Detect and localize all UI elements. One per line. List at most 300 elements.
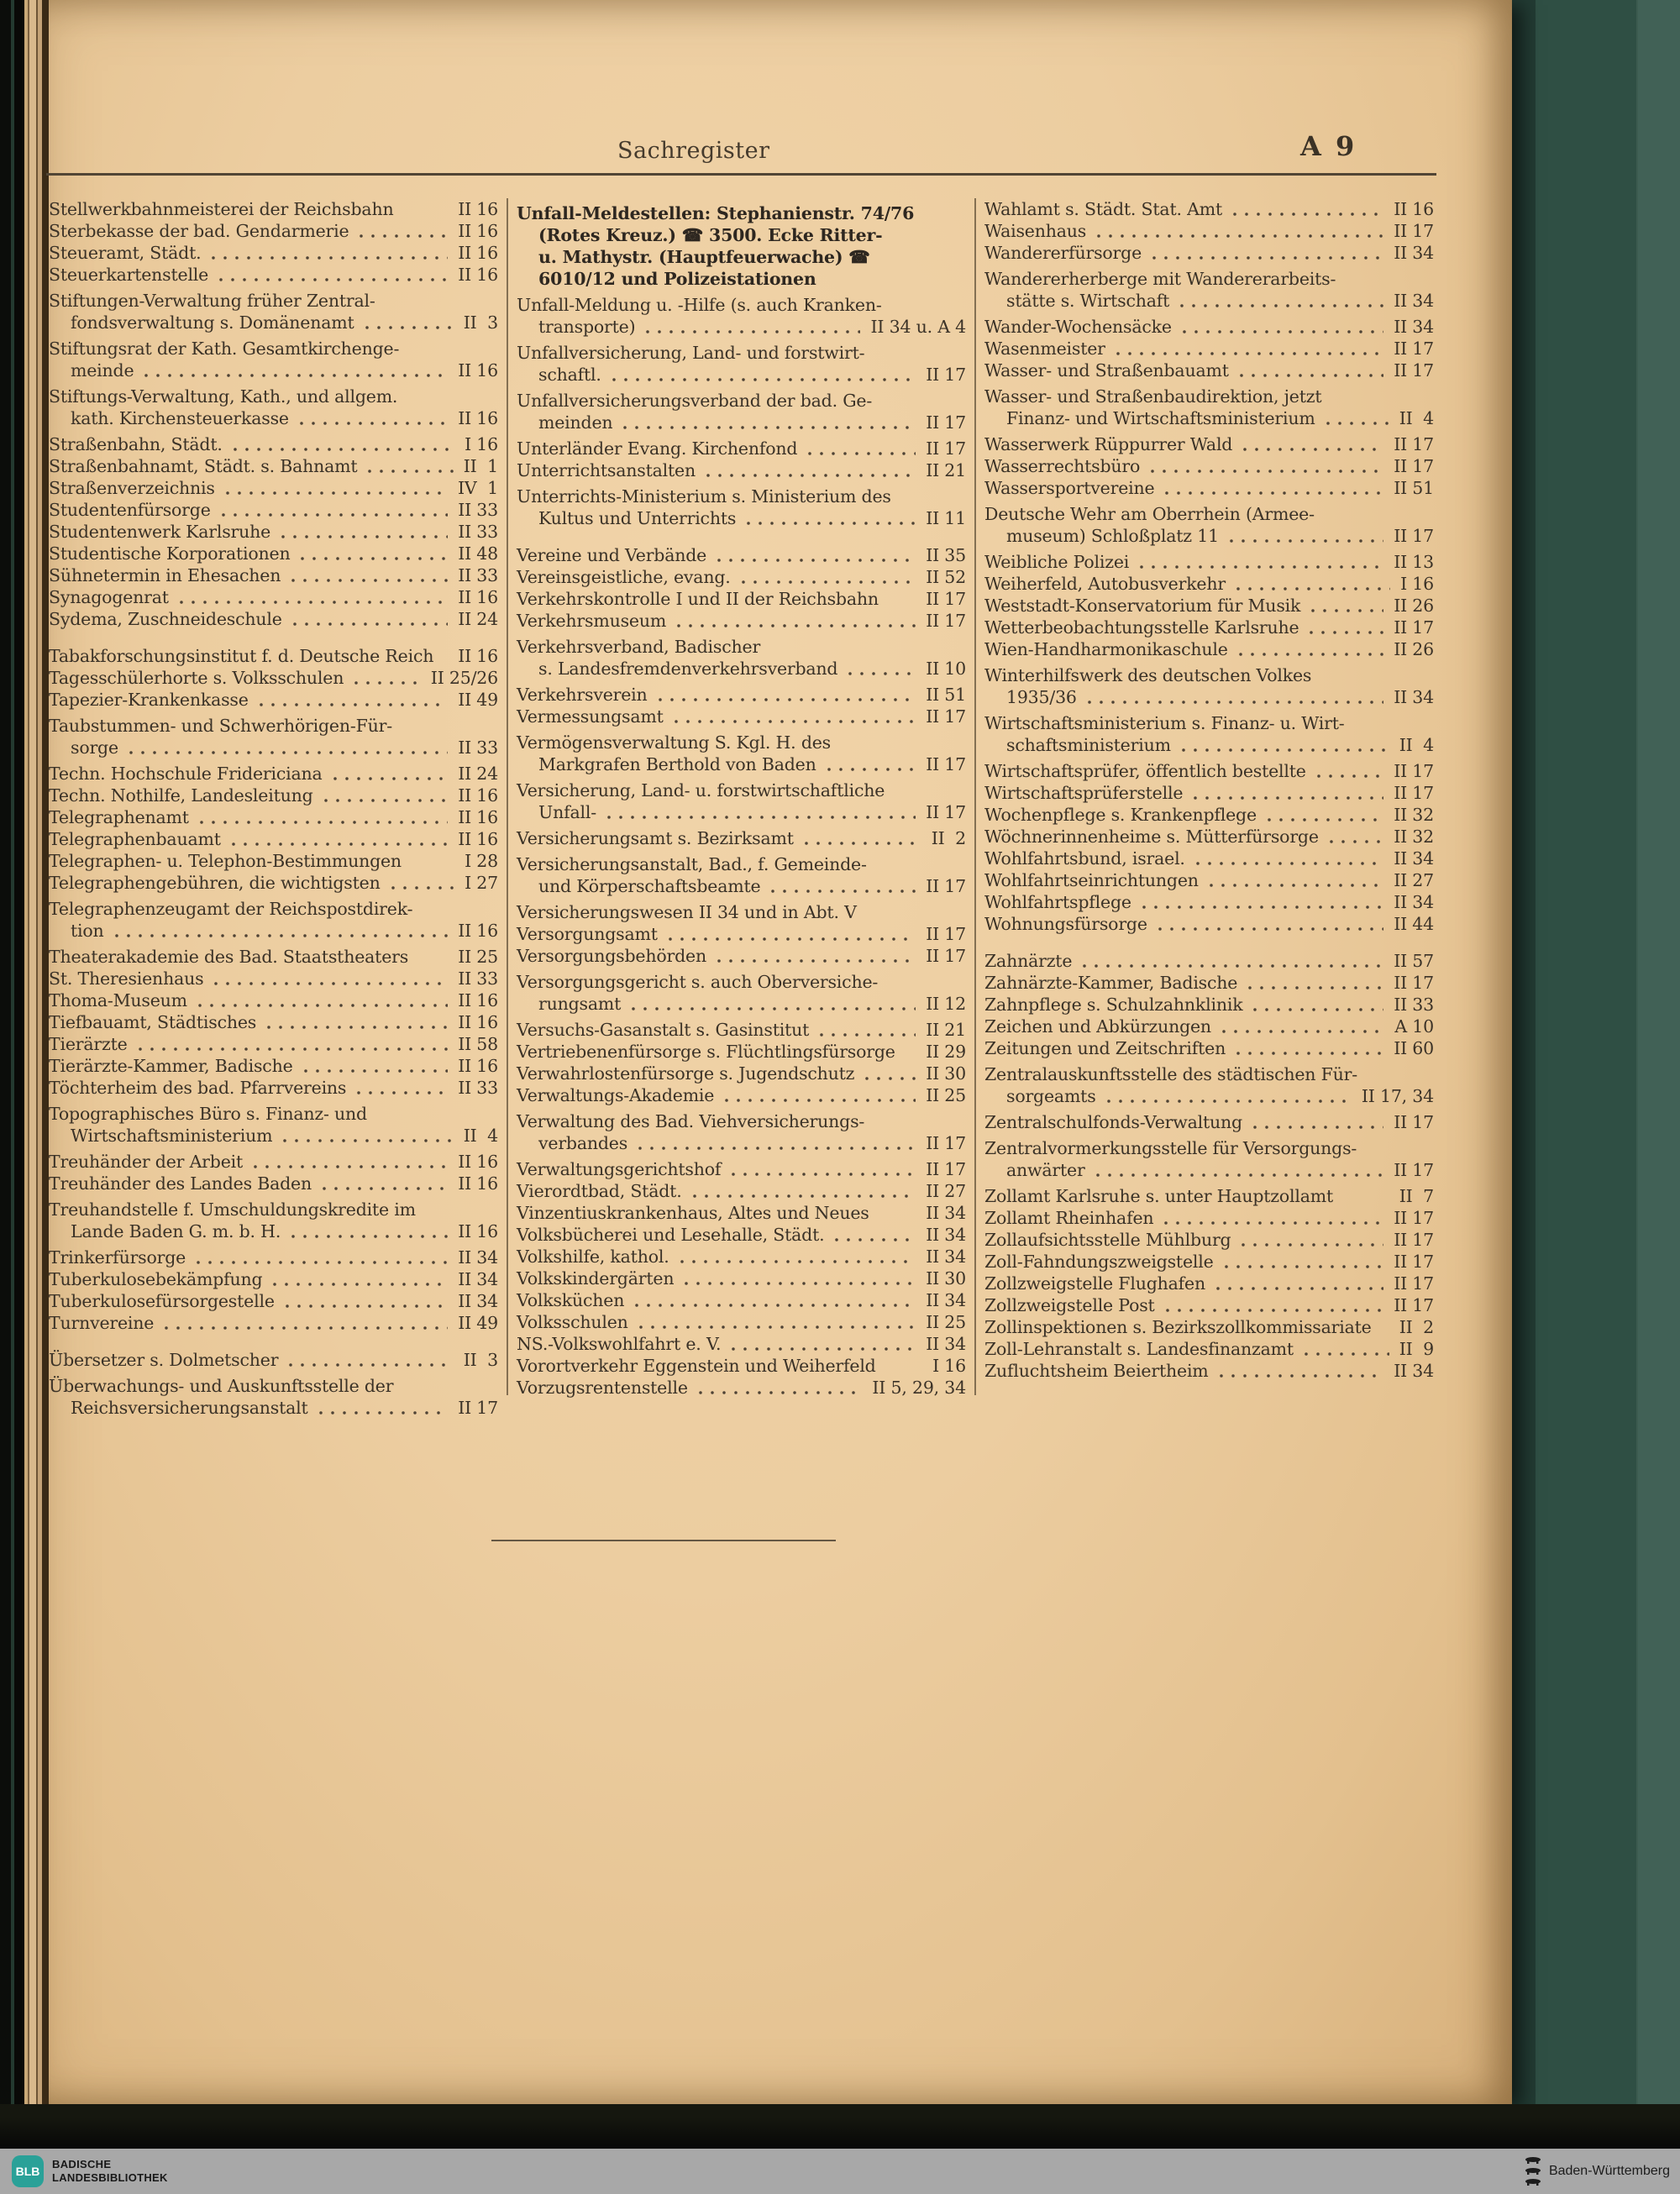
dot-leader xyxy=(804,443,916,460)
entry-text: Wohlfahrtseinrichtungen xyxy=(984,870,1199,890)
index-entry xyxy=(984,664,1434,708)
index-entry xyxy=(49,1247,498,1268)
page-reference: I 28 xyxy=(465,851,498,871)
page-reference: II 17 xyxy=(1394,1160,1434,1180)
dot-leader xyxy=(1112,343,1383,360)
dot-leader xyxy=(1138,896,1383,914)
dot-leader xyxy=(134,1038,449,1056)
page-reference: II 16 xyxy=(458,807,498,827)
entry-text: Volkshilfe, kathol. xyxy=(517,1247,669,1267)
index-entry xyxy=(984,1207,1434,1229)
state-logo xyxy=(1524,2155,1670,2187)
index-entry xyxy=(49,386,498,429)
entry-text: Wandererfürsorge xyxy=(984,243,1142,263)
index-entry xyxy=(517,1041,966,1063)
page-reference: II 17 xyxy=(926,438,966,459)
entry-text: Vertriebenenfürsorge s. Flüchtlingsfürsorge xyxy=(517,1042,895,1062)
entry-text: Stellwerkbahnmeisterei der Reichsbahn xyxy=(49,199,394,219)
index-entry xyxy=(984,712,1434,756)
dot-leader xyxy=(215,269,448,286)
index-entry xyxy=(517,1063,966,1084)
entry-text: Tierärzte-Kammer, Badische xyxy=(49,1056,293,1076)
page-reference: II 17 xyxy=(1394,526,1434,546)
dot-leader xyxy=(1148,247,1383,265)
index-entry xyxy=(49,763,498,785)
dot-leader xyxy=(673,615,916,632)
entry-text: Zentralauskunftsstelle des städtischen Für- xyxy=(984,1064,1357,1084)
page-reference: II 16 xyxy=(458,1152,498,1172)
index-entry xyxy=(984,455,1434,477)
entry-text: (Rotes Kreuz.) ☎ 3500. Ecke Ritter- xyxy=(538,225,883,245)
library-name-line1: BADISCHE xyxy=(52,2158,112,2170)
index-entry xyxy=(517,1180,966,1202)
index-entry xyxy=(49,499,498,521)
index-entry xyxy=(49,898,498,942)
entry-text: Tiefbauamt, Städtisches xyxy=(49,1012,257,1032)
page-reference: II 33 xyxy=(1394,995,1434,1015)
page-reference: II 16 xyxy=(458,243,498,263)
dot-leader xyxy=(320,790,449,807)
page-reference: II 17 xyxy=(1394,339,1434,359)
index-entry xyxy=(49,1375,498,1419)
index-entry xyxy=(517,901,966,923)
entry-text: Versuchs-Gasanstalt s. Gasinstitut xyxy=(517,1020,810,1040)
page-reference: II 34 xyxy=(926,1247,966,1267)
page-reference: II 17 xyxy=(926,924,966,944)
entry-text: Vierordtbad, Städt. xyxy=(517,1181,682,1201)
index-entry xyxy=(517,459,966,481)
index-entry xyxy=(517,779,966,823)
page-reference: II 7 xyxy=(1399,1186,1434,1206)
entry-text: kath. Kirchensteuerkasse xyxy=(71,408,289,428)
dot-leader xyxy=(1136,556,1383,574)
dot-leader xyxy=(387,877,455,895)
page-reference: II 17 xyxy=(1394,761,1434,781)
page-reference: II 33 xyxy=(458,968,498,989)
entry-text: Wasserrechtsbüro xyxy=(984,456,1141,476)
dot-leader xyxy=(160,1317,448,1335)
library-logo xyxy=(12,2155,168,2187)
dot-leader xyxy=(738,571,916,589)
page-reference: II 34 xyxy=(1394,1361,1434,1381)
page-reference: II 34 xyxy=(458,1291,498,1311)
dot-leader xyxy=(315,1402,449,1420)
dot-leader xyxy=(1221,1256,1384,1273)
dot-leader xyxy=(318,1178,448,1195)
entry-text: Zollamt Rheinhafen xyxy=(984,1208,1154,1228)
page-reference: II 17 xyxy=(926,589,966,609)
dot-leader xyxy=(350,672,421,690)
page-reference: II 17 xyxy=(926,412,966,433)
dot-leader xyxy=(1084,691,1383,709)
entry-text: Unfall-Meldung u. -Hilfe (s. auch Kranken- xyxy=(517,295,882,315)
page-reference: II 16 xyxy=(458,990,498,1010)
entry-text: Weiherfeld, Autobusverkehr xyxy=(984,574,1226,594)
entry-text: Unterrichts-Ministerium s. Ministerium des xyxy=(517,486,891,507)
entry-text: Versicherung, Land- u. forstwirtschaftliche xyxy=(517,780,885,800)
dot-leader xyxy=(1249,999,1383,1016)
dot-leader xyxy=(1079,955,1383,973)
index-entry xyxy=(984,338,1434,360)
index-entry xyxy=(984,782,1434,804)
page-reference: II 25 xyxy=(458,947,498,967)
dot-leader xyxy=(721,1089,916,1107)
dot-leader xyxy=(1147,460,1383,478)
column-divider xyxy=(974,198,976,1395)
index-entry xyxy=(517,827,966,849)
index-entry xyxy=(984,242,1434,264)
page-reference: II 17 xyxy=(1394,617,1434,638)
page-reference: II 17 xyxy=(926,754,966,774)
entry-text: Wasserwerk Rüppurrer Wald xyxy=(984,434,1233,454)
entry-text: Zahnärzte-Kammer, Badische xyxy=(984,973,1238,993)
index-entry xyxy=(984,1338,1434,1360)
dot-leader xyxy=(1305,622,1383,639)
entry-text: Versicherungsanstalt, Bad., f. Gemeinde- xyxy=(517,854,867,874)
dot-leader xyxy=(1236,365,1383,382)
entry-text: Wahlamt s. Städt. Stat. Amt xyxy=(984,199,1222,219)
index-entry xyxy=(984,198,1434,220)
index-entry xyxy=(517,945,966,967)
dot-leader xyxy=(844,663,916,680)
index-entry xyxy=(517,706,966,727)
entry-text: Unterrichtsanstalten xyxy=(517,460,696,480)
index-entry xyxy=(984,913,1434,935)
entry-text: Wandererherberge mit Wandererarbeits- xyxy=(984,269,1336,289)
entry-text: transporte) xyxy=(538,317,636,337)
page-reference: II 17 xyxy=(1394,456,1434,476)
page-reference: II 17 xyxy=(926,802,966,822)
page-reference: II 17 xyxy=(926,1159,966,1179)
page-reference: II 25 xyxy=(926,1312,966,1332)
dot-leader xyxy=(1176,295,1383,312)
index-entry xyxy=(984,477,1434,499)
index-entry xyxy=(517,202,966,290)
entry-text: schaftl. xyxy=(538,365,601,385)
index-entry xyxy=(49,1033,498,1055)
index-entry xyxy=(517,1110,966,1154)
dot-leader xyxy=(263,1016,448,1034)
page-reference: II 17 xyxy=(926,611,966,631)
entry-text: Wöchnerinnenheime s. Mütterfürsorge xyxy=(984,827,1319,847)
column-divider xyxy=(507,198,508,1395)
entry-text: Studentenwerk Karlsruhe xyxy=(49,522,271,542)
entry-text: tion xyxy=(71,921,104,941)
dot-leader xyxy=(329,768,449,785)
page-reference: II 25 xyxy=(926,1085,966,1105)
dot-leader xyxy=(1205,874,1383,892)
library-footer-bar xyxy=(0,2149,1680,2194)
entry-text: Treuhandstelle f. Umschuldungskredite im xyxy=(49,1199,416,1220)
page-reference: II 16 xyxy=(458,408,498,428)
page-reference: II 16 xyxy=(458,785,498,806)
entry-text: 6010/12 und Polizeistationen xyxy=(538,269,816,289)
entry-text: u. Mathystr. (Hauptfeuerwache) ☎ xyxy=(538,247,870,267)
entry-text: Volksküchen xyxy=(517,1290,625,1310)
entry-text: Straßenverzeichnis xyxy=(49,478,215,498)
dot-leader xyxy=(816,1024,916,1042)
page-reference: II 16 xyxy=(458,829,498,849)
entry-text: Stiftungen-Verwaltung früher Zentral- xyxy=(49,291,375,311)
page-reference: II 57 xyxy=(1394,951,1434,971)
entry-text: Vorortverkehr Eggenstein und Weiherfeld xyxy=(517,1356,876,1376)
index-entry xyxy=(984,1316,1434,1338)
index-entry xyxy=(49,608,498,630)
index-entry xyxy=(984,972,1434,994)
index-entry xyxy=(984,1229,1434,1251)
page-reference: II 1 xyxy=(463,456,498,476)
dot-leader xyxy=(1237,1234,1383,1252)
index-entry xyxy=(984,1016,1434,1037)
state-label: Baden-Württemberg xyxy=(1548,2164,1670,2178)
page-reference: II 34 xyxy=(926,1290,966,1310)
page-reference: II 3 xyxy=(463,1350,498,1370)
page-reference: II 17, 34 xyxy=(1361,1086,1434,1106)
page-reference: II 24 xyxy=(458,609,498,629)
dot-leader xyxy=(713,549,916,567)
entry-text: meinden xyxy=(538,412,613,433)
index-entry xyxy=(984,573,1434,595)
page-reference: I 16 xyxy=(932,1356,966,1376)
index-entry xyxy=(984,1063,1434,1107)
dot-leader xyxy=(1326,831,1383,848)
entry-text: Winterhilfswerk des deutschen Volkes xyxy=(984,665,1312,685)
index-entry xyxy=(984,1037,1434,1059)
page-reference: II 2 xyxy=(931,828,966,848)
index-entry xyxy=(49,477,498,499)
index-entry xyxy=(49,220,498,242)
index-entry xyxy=(984,1273,1434,1294)
entry-text: Unfallversicherung, Land- und forstwirt- xyxy=(517,343,865,363)
dot-leader xyxy=(1189,787,1383,805)
dot-leader xyxy=(269,1273,448,1291)
index-entry xyxy=(49,1151,498,1173)
dot-leader xyxy=(603,806,916,824)
dot-leader xyxy=(140,365,448,382)
page-reference: II 32 xyxy=(1394,805,1434,825)
dot-leader xyxy=(1154,918,1383,936)
dot-leader xyxy=(287,1226,448,1243)
dot-leader xyxy=(631,1294,916,1312)
page-reference: II 16 xyxy=(458,921,498,941)
entry-text: Verwahrlostenfürsorge s. Jugendschutz xyxy=(517,1063,855,1084)
entry-text: Tuberkulosefürsorgestelle xyxy=(49,1291,275,1311)
dot-leader xyxy=(353,1082,448,1100)
page-reference: II 16 xyxy=(458,199,498,219)
entry-text: Telegraphen- u. Telephon-Bestimmungen xyxy=(49,851,402,871)
page-reference: II 13 xyxy=(1394,552,1434,572)
entry-text: museum) Schloßplatz 11 xyxy=(1006,526,1219,546)
page-reference: II 33 xyxy=(458,1078,498,1098)
page-reference: II 16 xyxy=(458,265,498,285)
page-reference: II 34 xyxy=(1394,317,1434,337)
page-reference: II 17 xyxy=(1394,1252,1434,1272)
page-reference: II 17 xyxy=(1394,1208,1434,1228)
index-entry xyxy=(49,433,498,455)
entry-text: Tuberkulosebekämpfung xyxy=(49,1269,263,1289)
index-entry xyxy=(517,971,966,1015)
entry-text: Versicherungsamt s. Bezirksamt xyxy=(517,828,794,848)
dot-leader xyxy=(680,1273,916,1290)
entry-text: Synagogenrat xyxy=(49,587,169,607)
index-entry xyxy=(49,872,498,894)
page-reference: II 24 xyxy=(458,764,498,784)
entry-text: Sühnetermin in Ehesachen xyxy=(49,565,281,585)
index-entry xyxy=(517,1333,966,1355)
entry-text: Turnvereine xyxy=(49,1313,155,1333)
entry-text: schaftsministerium xyxy=(1006,735,1171,755)
entry-text: Wirtschaftsprüfer, öffentlich bestellte xyxy=(984,761,1306,781)
entry-text: Versorgungsgericht s. auch Oberversiche- xyxy=(517,972,879,992)
entry-text: Wassersportvereine xyxy=(984,478,1155,498)
index-entry xyxy=(984,1360,1434,1382)
entry-text: Straßenbahn, Städt. xyxy=(49,434,223,454)
book-spine xyxy=(0,0,49,2149)
index-entry xyxy=(984,433,1434,455)
page-reference: II 34 xyxy=(1394,848,1434,869)
entry-text: Telegraphenamt xyxy=(49,807,189,827)
dot-leader xyxy=(702,465,916,482)
page-reference: I 16 xyxy=(1400,574,1434,594)
page-reference: II 52 xyxy=(926,567,966,587)
index-entry xyxy=(49,715,498,758)
entry-text: Überwachungs- und Auskunftsstelle der xyxy=(49,1376,394,1396)
page-reference: II 27 xyxy=(1394,870,1434,890)
index-entry xyxy=(984,617,1434,638)
entry-text: Wasser- und Straßenbauamt xyxy=(984,360,1229,381)
dot-leader xyxy=(207,247,448,265)
page-reference: II 34 xyxy=(1394,892,1434,912)
entry-text: Versorgungsamt xyxy=(517,924,658,944)
index-entry xyxy=(49,338,498,381)
dot-leader xyxy=(1179,321,1383,339)
dot-leader xyxy=(1307,600,1383,617)
dot-leader xyxy=(823,758,916,776)
index-entry xyxy=(49,946,498,968)
dot-leader xyxy=(642,321,860,339)
dot-leader xyxy=(289,613,449,631)
dot-leader xyxy=(1235,643,1384,661)
dot-leader xyxy=(635,1316,916,1334)
page-reference: II 58 xyxy=(458,1034,498,1054)
page-reference: II 34 xyxy=(926,1334,966,1354)
index-entry xyxy=(49,543,498,564)
index-entry xyxy=(984,1111,1434,1133)
index-entry xyxy=(49,1349,498,1371)
page-reference: II 16 xyxy=(458,587,498,607)
dot-leader xyxy=(228,833,448,851)
header-rule xyxy=(46,173,1436,176)
dot-leader xyxy=(689,1185,916,1203)
dot-leader xyxy=(1226,530,1383,548)
scan-shadow xyxy=(0,2104,1680,2149)
entry-text: Verkehrsmuseum xyxy=(517,611,667,631)
page-reference: II 29 xyxy=(926,1042,966,1062)
page-reference: II 33 xyxy=(458,500,498,520)
entry-text: Wirtschaftsministerium xyxy=(71,1126,273,1146)
entry-text: Wohlfahrtsbund, israel. xyxy=(984,848,1185,869)
entry-text: Unfall- xyxy=(538,802,596,822)
dot-leader xyxy=(300,1060,449,1078)
entry-text: Volkskindergärten xyxy=(517,1268,675,1289)
page-reference: II 48 xyxy=(458,543,498,564)
entry-text: Unterländer Evang. Kirchenfond xyxy=(517,438,798,459)
page-reference: II 16 xyxy=(458,1221,498,1241)
index-entry xyxy=(49,1290,498,1312)
entry-text: Volksschulen xyxy=(517,1312,628,1332)
index-entry xyxy=(984,268,1434,312)
entry-text: Vermögensverwaltung S. Kgl. H. des xyxy=(517,732,831,753)
page-reference: II 34 xyxy=(1394,243,1434,263)
page-reference: II 17 xyxy=(1394,221,1434,241)
dot-leader xyxy=(861,1068,916,1085)
entry-text: Zahnärzte xyxy=(984,951,1073,971)
entry-text: s. Landesfremdenverkehrsverband xyxy=(538,659,838,679)
entry-text: Versicherungswesen II 34 und in Abt. V xyxy=(517,902,857,922)
page-reference: II 26 xyxy=(1394,639,1434,659)
page-reference: II 51 xyxy=(1394,478,1434,498)
entry-text: Verkehrsverband, Badischer xyxy=(517,637,761,657)
index-entry xyxy=(984,760,1434,782)
page-reference: II 60 xyxy=(1394,1038,1434,1058)
index-entry xyxy=(517,684,966,706)
entry-text: Töchterheim des bad. Pfarrvereins xyxy=(49,1078,347,1098)
dot-leader xyxy=(196,811,448,829)
dot-leader xyxy=(249,1156,448,1173)
entry-text: Tagesschülerhorte s. Volksschulen xyxy=(49,668,344,688)
page-number: A 9 xyxy=(1300,130,1357,162)
entry-text: Studentenfürsorge xyxy=(49,500,211,520)
entry-text: Vereinsgeistliche, evang. xyxy=(517,567,731,587)
dot-leader xyxy=(1232,1042,1383,1060)
index-entry xyxy=(517,1084,966,1106)
page-reference: II 12 xyxy=(926,994,966,1014)
entry-text: Tapezier-Krankenkasse xyxy=(49,690,249,710)
entry-text: Unfall-Meldestellen: Stephanienstr. 74/76 xyxy=(517,203,915,223)
entry-text: Wasenmeister xyxy=(984,339,1105,359)
index-entry xyxy=(49,1055,498,1077)
index-entry xyxy=(517,1202,966,1224)
index-entry xyxy=(984,1185,1434,1207)
page-reference: II 16 xyxy=(458,1056,498,1076)
entry-text: meinde xyxy=(71,360,134,381)
dot-leader xyxy=(727,1338,916,1356)
dot-leader xyxy=(1313,765,1383,783)
dot-leader xyxy=(1244,977,1383,995)
entry-text: Vorzugsrentenstelle xyxy=(517,1378,688,1398)
dot-leader xyxy=(801,832,921,850)
index-entry xyxy=(49,1077,498,1099)
index-entry xyxy=(517,588,966,610)
index-entry xyxy=(49,645,498,667)
index-entry xyxy=(517,438,966,459)
entry-text: Thoma-Museum xyxy=(49,990,187,1010)
index-entry xyxy=(984,595,1434,617)
entry-text: Zollzweigstelle Post xyxy=(984,1295,1155,1315)
entry-text: Zollzweigstelle Flughafen xyxy=(984,1273,1205,1294)
index-entry xyxy=(984,1137,1434,1181)
index-entry xyxy=(49,1199,498,1242)
dot-leader xyxy=(676,1251,916,1268)
dot-leader xyxy=(1093,225,1383,243)
entry-text: Verkehrsverein xyxy=(517,685,648,705)
dot-leader xyxy=(1161,482,1383,500)
entry-text: Reichsversicherungsanstalt xyxy=(71,1398,308,1418)
index-entry xyxy=(49,828,498,850)
entry-text: Zufluchtsheim Beiertheim xyxy=(984,1361,1209,1381)
entry-text: anwärter xyxy=(1006,1160,1085,1180)
index-entry xyxy=(49,689,498,711)
